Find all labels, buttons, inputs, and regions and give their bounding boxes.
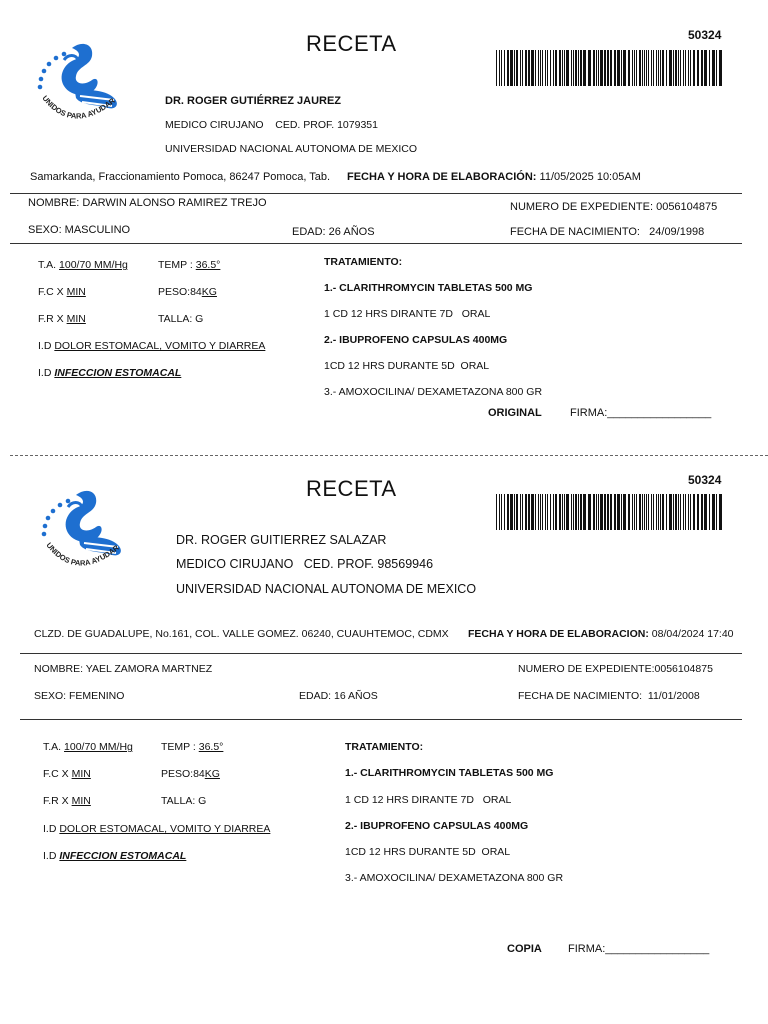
barcode-bar xyxy=(525,50,527,86)
barcode-bar xyxy=(662,50,664,86)
barcode-bar xyxy=(634,50,635,86)
barcode-bar xyxy=(688,50,689,86)
barcode-bar xyxy=(507,494,509,530)
barcode-bar xyxy=(693,494,695,530)
barcode-bar xyxy=(709,494,710,530)
barcode-bar xyxy=(542,50,543,86)
barcode-bar xyxy=(675,494,677,530)
barcode-bar xyxy=(623,50,626,86)
treatment-line: 2.- IBUPROFENO CAPSULAS 400MG xyxy=(345,820,529,832)
barcode-bar xyxy=(669,50,672,86)
barcode-bar xyxy=(621,494,622,530)
vital-weight: PESO:84KG xyxy=(161,768,220,780)
barcode-bar xyxy=(559,50,561,86)
barcode-bar xyxy=(566,50,569,86)
barcode-bar xyxy=(716,50,717,86)
barcode-bar xyxy=(571,494,572,530)
date-value: 11/05/2025 10:05AM xyxy=(539,171,641,183)
barcode-bar xyxy=(564,494,565,530)
logo-icon xyxy=(34,40,129,135)
barcode-bar xyxy=(704,494,707,530)
barcode-bar xyxy=(575,494,577,530)
patient-sex: SEXO: FEMENINO xyxy=(34,690,125,702)
patient-name: NOMBRE: YAEL ZAMORA MARTNEZ xyxy=(34,663,213,675)
treatment-line: 1.- CLARITHROMYCIN TABLETAS 500 MG xyxy=(345,767,554,779)
barcode-bar xyxy=(540,494,541,530)
barcode-bar xyxy=(501,50,502,86)
barcode-bar xyxy=(542,494,543,530)
vital-temp: TEMP : 36.5° xyxy=(161,741,224,753)
barcode-bar xyxy=(636,50,637,86)
barcode-bar xyxy=(683,50,684,86)
barcode-bar xyxy=(573,50,574,86)
vital-temp: TEMP : 36.5° xyxy=(158,259,221,271)
barcode-bar xyxy=(642,494,643,530)
barcode-bar xyxy=(604,494,606,530)
barcode-bar xyxy=(628,494,630,530)
barcode-bar xyxy=(553,50,554,86)
barcode-bar xyxy=(588,494,591,530)
barcode-bar xyxy=(516,50,518,86)
barcode-bar xyxy=(578,50,579,86)
barcode-bar xyxy=(644,50,645,86)
barcode-bar xyxy=(701,50,703,86)
barcode-bar xyxy=(562,50,563,86)
barcode-bar xyxy=(499,50,500,86)
elaboration-datetime xyxy=(468,628,734,640)
barcode-bar xyxy=(614,50,616,86)
barcode-bar xyxy=(651,494,652,530)
logo-text: UNIDOS PARA AYUDAR xyxy=(40,93,117,121)
barcode-bar xyxy=(604,50,606,86)
barcode-bar xyxy=(697,50,699,86)
barcode-bar xyxy=(669,494,672,530)
barcode-bar xyxy=(522,494,523,530)
barcode-bar xyxy=(688,494,689,530)
barcode-bar xyxy=(680,494,681,530)
barcode-bar xyxy=(617,50,620,86)
barcode-bar xyxy=(562,494,563,530)
page-title: RECETA xyxy=(306,476,397,501)
treatment-line: 3.- AMOXOCILINA/ DEXAMETAZONA 800 GR xyxy=(324,386,543,398)
copy-label: COPIA xyxy=(507,943,542,955)
folio-number: 50324 xyxy=(688,28,722,42)
doctor-university: UNIVERSIDAD NACIONAL AUTONOMA DE MEXICO xyxy=(176,582,477,596)
barcode-bar xyxy=(516,494,518,530)
doctor-name: DR. ROGER GUTIÉRREZ JAUREZ xyxy=(165,95,342,107)
barcode-bar xyxy=(596,494,597,530)
barcode-bar xyxy=(501,494,502,530)
barcode-bar xyxy=(550,494,551,530)
vital-fr: F.R X MIN xyxy=(43,795,91,807)
cut-line xyxy=(10,455,768,456)
barcode-bar xyxy=(617,494,620,530)
doctor-specialty: MEDICO CIRUJANO CED. PROF. 98569946 xyxy=(176,557,434,571)
page-title: RECETA xyxy=(306,31,397,56)
barcode-bar xyxy=(547,494,548,530)
patient-dob: FECHA DE NACIMIENTO: 11/01/2008 xyxy=(518,690,700,702)
barcode-bar xyxy=(614,494,616,530)
date-label: FECHA Y HORA DE ELABORACION: xyxy=(468,628,649,640)
barcode-bar xyxy=(642,50,643,86)
barcode-bar xyxy=(636,494,637,530)
vital-fc: F.C X MIN xyxy=(43,768,91,780)
barcode-bar xyxy=(566,494,569,530)
barcode-bar xyxy=(528,50,530,86)
folio-number: 50324 xyxy=(688,473,722,487)
clinic-address: Samarkanda, Fraccionamiento Pomoca, 86247 Pomoca, Tab. xyxy=(30,171,331,183)
barcode-bar xyxy=(504,494,505,530)
barcode-bar xyxy=(514,50,515,86)
barcode-bar xyxy=(648,494,649,530)
barcode-bar xyxy=(522,50,523,86)
patient-age: EDAD: 26 AÑOS xyxy=(292,226,375,238)
barcode-bar xyxy=(593,494,595,530)
barcode xyxy=(496,494,724,530)
barcode-bar xyxy=(564,50,565,86)
barcode-bar xyxy=(639,50,641,86)
barcode-bar xyxy=(712,494,715,530)
barcode-bar xyxy=(496,50,497,86)
barcode-bar xyxy=(520,50,521,86)
barcode-bar xyxy=(598,50,599,86)
barcode-bar xyxy=(507,50,509,86)
barcode-bar xyxy=(538,494,539,530)
treatment-line: 1CD 12 HRS DURANTE 5D ORAL xyxy=(345,846,511,858)
date-label: FECHA Y HORA DE ELABORACIÓN: xyxy=(347,171,537,183)
barcode-bar xyxy=(583,50,586,86)
organization-logo xyxy=(38,487,133,582)
barcode-bar xyxy=(555,50,557,86)
vital-fc: F.C X MIN xyxy=(38,286,86,298)
barcode-bar xyxy=(610,494,612,530)
barcode-bar xyxy=(598,494,599,530)
elaboration-datetime xyxy=(347,171,641,183)
barcode-bar xyxy=(559,494,561,530)
treatment-label: TRATAMIENTO: xyxy=(345,741,424,753)
barcode-bar xyxy=(504,50,505,86)
barcode-bar xyxy=(623,494,626,530)
barcode-bar xyxy=(660,50,661,86)
vital-weight: PESO:84KG xyxy=(158,286,217,298)
barcode-bar xyxy=(531,494,534,530)
barcode-bar xyxy=(634,494,635,530)
barcode-bar xyxy=(593,50,595,86)
barcode-bar xyxy=(719,50,722,86)
barcode-bar xyxy=(673,50,674,86)
barcode-bar xyxy=(701,494,703,530)
logo-icon xyxy=(38,487,133,582)
barcode-bar xyxy=(610,50,612,86)
barcode-bar xyxy=(656,494,657,530)
barcode-bar xyxy=(510,494,513,530)
treatment-label: TRATAMIENTO: xyxy=(324,256,403,268)
barcode-bar xyxy=(583,494,586,530)
barcode-bar xyxy=(575,50,577,86)
barcode-bar xyxy=(685,50,686,86)
barcode-bar xyxy=(555,494,557,530)
barcode-bar xyxy=(588,50,591,86)
vital-height: TALLA: G xyxy=(161,795,207,807)
divider xyxy=(10,193,742,194)
patient-sex: SEXO: MASCULINO xyxy=(28,224,131,236)
barcode-bar xyxy=(666,50,667,86)
barcode-bar xyxy=(607,494,609,530)
barcode-bar xyxy=(651,50,652,86)
barcode-bar xyxy=(662,494,664,530)
diagnosis-1: I.D DOLOR ESTOMACAL, VOMITO Y DIARREA xyxy=(38,340,266,352)
barcode-bar xyxy=(545,50,546,86)
doctor-specialty: MEDICO CIRUJANO CED. PROF. 1079351 xyxy=(165,119,378,131)
signature-field: FIRMA:_________________ xyxy=(570,407,712,419)
barcode-bar xyxy=(573,494,574,530)
clinic-address: CLZD. DE GUADALUPE, No.161, COL. VALLE GOMEZ. 06240, CUAUHTEMOC, CDMX xyxy=(34,628,449,640)
barcode-bar xyxy=(680,50,681,86)
barcode-bar xyxy=(571,50,572,86)
barcode-bar xyxy=(648,50,649,86)
barcode-bar xyxy=(596,50,597,86)
barcode-bar xyxy=(499,494,500,530)
barcode-bar xyxy=(520,494,521,530)
barcode-bar xyxy=(607,50,609,86)
barcode-bar xyxy=(644,494,645,530)
barcode-bar xyxy=(545,494,546,530)
treatment-line: 2.- IBUPROFENO CAPSULAS 400MG xyxy=(324,334,508,346)
barcode-bar xyxy=(632,494,633,530)
barcode-bar xyxy=(496,494,497,530)
barcode-bar xyxy=(709,50,710,86)
barcode-bar xyxy=(712,50,715,86)
barcode-bar xyxy=(646,494,647,530)
barcode-bar xyxy=(683,494,684,530)
barcode-bar xyxy=(678,50,679,86)
divider xyxy=(20,719,742,720)
barcode-bar xyxy=(685,494,686,530)
patient-name: NOMBRE: DARWIN ALONSO RAMIREZ TREJO xyxy=(28,197,267,209)
barcode-bar xyxy=(673,494,674,530)
barcode-bar xyxy=(580,50,582,86)
diagnosis-2: I.D INFECCION ESTOMACAL xyxy=(38,367,182,379)
patient-file-number: NUMERO DE EXPEDIENTE:0056104875 xyxy=(518,663,713,675)
barcode-bar xyxy=(690,50,691,86)
barcode-bar xyxy=(538,50,539,86)
barcode-bar xyxy=(678,494,679,530)
diagnosis-2: I.D INFECCION ESTOMACAL xyxy=(43,850,187,862)
doctor-name: DR. ROGER GUITIERREZ SALAZAR xyxy=(176,533,387,547)
barcode xyxy=(496,50,724,86)
barcode-bar xyxy=(690,494,691,530)
barcode-bar xyxy=(531,50,534,86)
barcode-bar xyxy=(553,494,554,530)
barcode-bar xyxy=(653,494,654,530)
treatment-line: 1 CD 12 HRS DIRANTE 7D ORAL xyxy=(345,794,512,806)
treatment-line: 1CD 12 HRS DURANTE 5D ORAL xyxy=(324,360,490,372)
patient-file-number: NUMERO DE EXPEDIENTE: 0056104875 xyxy=(510,201,718,213)
barcode-bar xyxy=(540,50,541,86)
organization-logo xyxy=(34,40,129,135)
barcode-bar xyxy=(675,50,677,86)
barcode-bar xyxy=(628,50,630,86)
barcode-bar xyxy=(578,494,579,530)
treatment-line: 3.- AMOXOCILINA/ DEXAMETAZONA 800 GR xyxy=(345,872,564,884)
divider xyxy=(10,243,742,244)
barcode-bar xyxy=(716,494,717,530)
barcode-bar xyxy=(666,494,667,530)
barcode-bar xyxy=(528,494,530,530)
barcode-bar xyxy=(719,494,722,530)
vital-ta: T.A. 100/70 MM/Hg xyxy=(43,741,133,753)
logo-text: UNIDOS PARA AYUDAR xyxy=(44,540,121,568)
patient-dob: FECHA DE NACIMIENTO: 24/09/1998 xyxy=(510,226,705,238)
barcode-bar xyxy=(697,494,699,530)
barcode-bar xyxy=(510,50,513,86)
barcode-bar xyxy=(653,50,654,86)
barcode-bar xyxy=(656,50,657,86)
barcode-bar xyxy=(621,50,622,86)
barcode-bar xyxy=(632,50,633,86)
barcode-bar xyxy=(600,50,603,86)
barcode-bar xyxy=(535,494,536,530)
doctor-university: UNIVERSIDAD NACIONAL AUTONOMA DE MEXICO xyxy=(165,143,418,155)
barcode-bar xyxy=(600,494,603,530)
treatment-line: 1 CD 12 HRS DIRANTE 7D ORAL xyxy=(324,308,491,320)
divider xyxy=(20,653,742,654)
barcode-bar xyxy=(639,494,641,530)
barcode-bar xyxy=(658,494,659,530)
patient-age: EDAD: 16 AÑOS xyxy=(299,690,378,702)
barcode-bar xyxy=(547,50,548,86)
date-value: 08/04/2024 17:40 xyxy=(651,628,734,640)
barcode-bar xyxy=(525,494,527,530)
signature-field: FIRMA:_________________ xyxy=(568,943,710,955)
copy-label: ORIGINAL xyxy=(488,407,542,419)
barcode-bar xyxy=(550,50,551,86)
vital-fr: F.R X MIN xyxy=(38,313,86,325)
barcode-bar xyxy=(704,50,707,86)
barcode-bar xyxy=(535,50,536,86)
barcode-bar xyxy=(693,50,695,86)
barcode-bar xyxy=(580,494,582,530)
barcode-bar xyxy=(658,50,659,86)
vital-height: TALLA: G xyxy=(158,313,204,325)
vital-ta: T.A. 100/70 MM/Hg xyxy=(38,259,128,271)
treatment-line: 1.- CLARITHROMYCIN TABLETAS 500 MG xyxy=(324,282,533,294)
diagnosis-1: I.D DOLOR ESTOMACAL, VOMITO Y DIARREA xyxy=(43,823,271,835)
barcode-bar xyxy=(646,50,647,86)
barcode-bar xyxy=(514,494,515,530)
barcode-bar xyxy=(660,494,661,530)
